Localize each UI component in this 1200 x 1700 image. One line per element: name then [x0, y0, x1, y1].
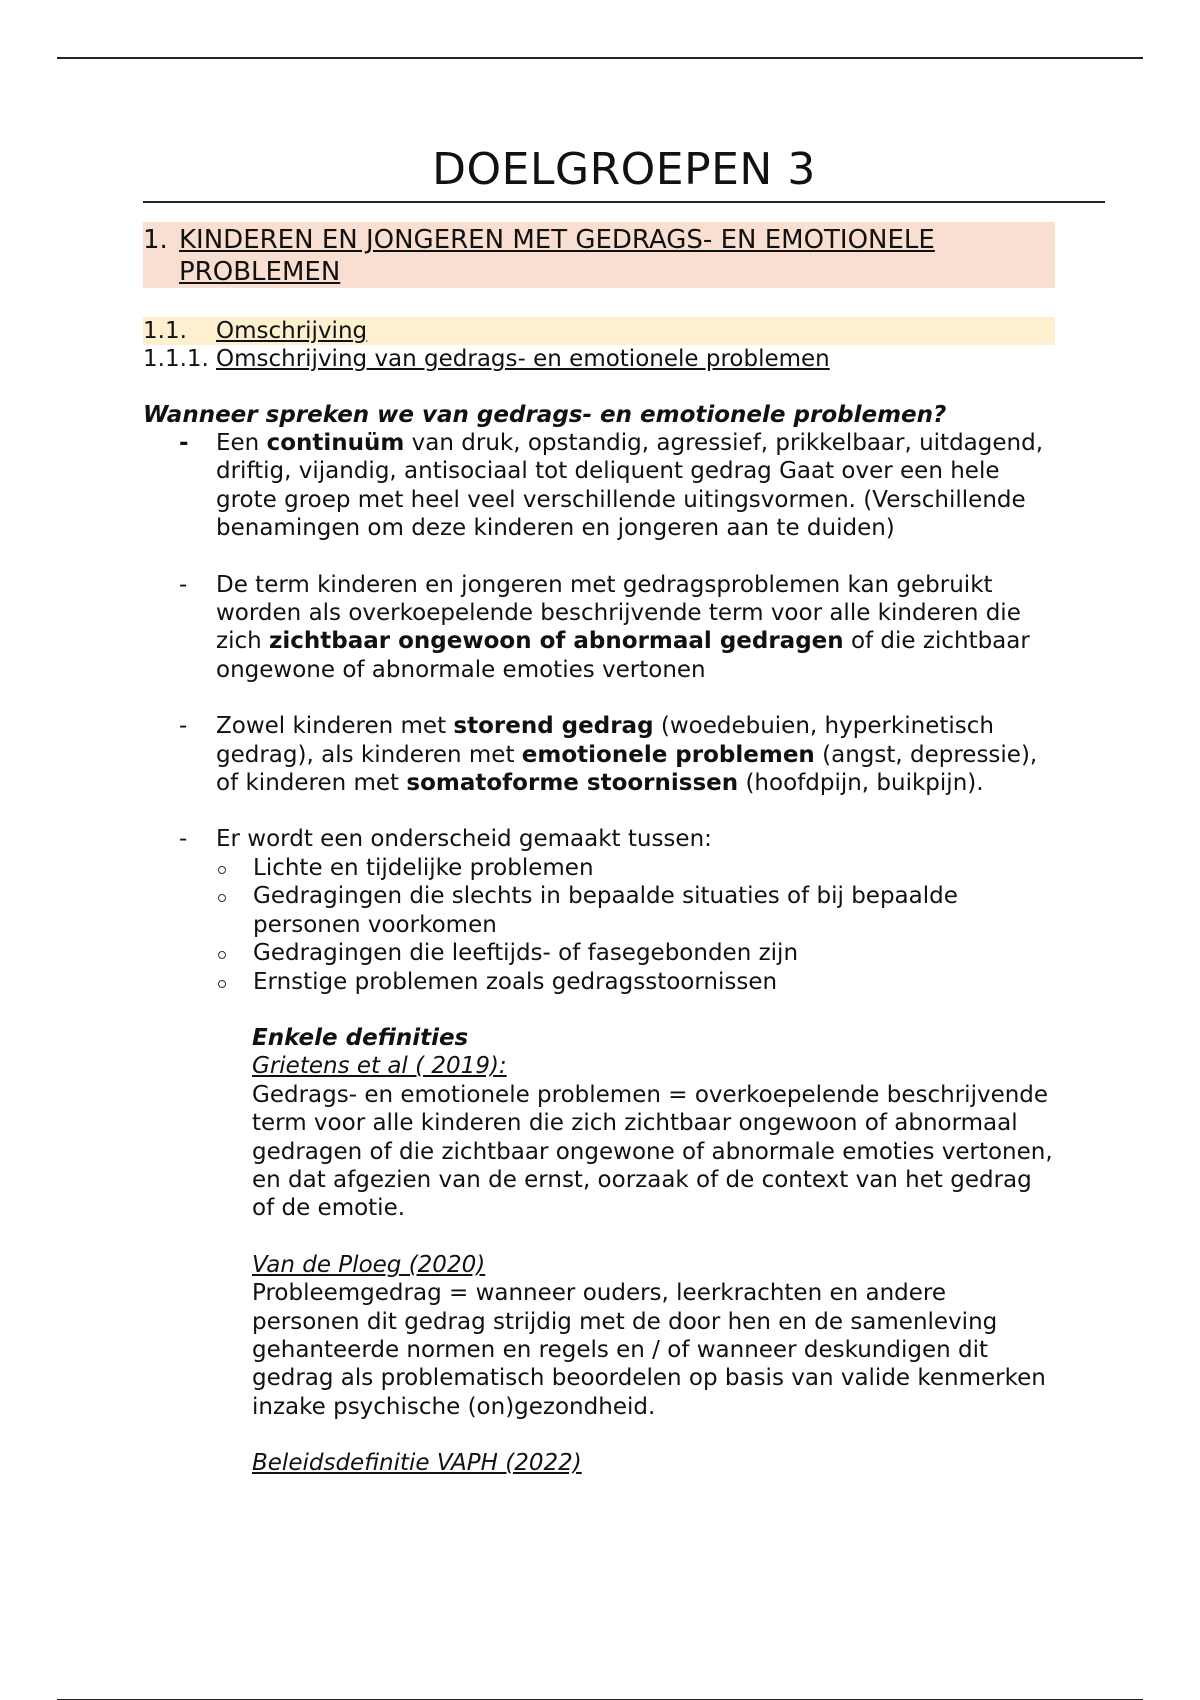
list-item-text: Ernstige problemen zoals gedragsstoornissen — [253, 968, 778, 995]
definition-source: Van de Ploeg (2020) — [252, 1251, 486, 1278]
bullet-text: (angst, depressie), of kinderen met — [216, 741, 1038, 797]
bullet-marker: - — [179, 571, 188, 598]
page-top-rule — [57, 57, 1143, 59]
bullet-text: of die zichtbaar ongewone of abnormale emoties vertonen — [216, 628, 1030, 683]
circle-bullet-icon — [218, 894, 226, 902]
bullet-text: Zowel kinderen met — [216, 713, 454, 740]
heading-1-number: 1. — [143, 225, 168, 255]
circle-bullet-icon — [218, 866, 226, 874]
bullet-types — [143, 712, 1055, 797]
bullet-text: (hoofdpijn, buikpijn). — [738, 770, 984, 797]
bullet-term — [143, 571, 1055, 685]
definitions-section — [252, 1024, 1055, 1478]
bullet-marker: - — [179, 826, 188, 853]
definitions-heading: Enkele definities — [252, 1024, 469, 1051]
list-item-text: Gedragingen die leeftijds- of fasegebonden zijn — [253, 940, 799, 967]
definition-source: Beleidsdefinitie VAPH (2022) — [252, 1450, 582, 1477]
bullet-distinction — [143, 825, 1055, 1477]
bullet-marker: - — [179, 713, 188, 740]
list-item — [216, 968, 1055, 996]
list-item — [216, 939, 1055, 967]
bullet-emphasis: zichtbaar ongewoon of abnormaal gedragen — [269, 628, 844, 655]
heading-1-text: KINDEREN EN JONGEREN MET GEDRAGS- EN EMOTIONELE PROBLEMEN — [179, 225, 935, 287]
bullet-marker: - — [179, 430, 189, 456]
heading-3-number: 1.1.1. — [143, 346, 209, 372]
bullet-text: Een — [216, 430, 267, 456]
heading-2 — [143, 317, 1055, 345]
title-rule — [143, 201, 1105, 203]
bullet-text: Er wordt een onderscheid gemaakt tussen: — [216, 826, 712, 853]
heading-1 — [143, 222, 1055, 288]
bullet-emphasis: emotionele problemen — [521, 741, 815, 768]
paragraph-gap — [252, 1223, 1055, 1251]
definition-source: Grietens et al ( 2019): — [252, 1053, 507, 1080]
bullet-emphasis: somatoforme stoornissen — [406, 770, 739, 797]
distinction-list — [216, 854, 1055, 996]
list-item-text: Lichte en tijdelijke problemen — [253, 854, 594, 881]
bullet-emphasis: continuüm — [266, 430, 405, 456]
bullet-text: van druk, opstandig, agressief, prikkelbaar, uitdagend, driftig, vijandig, antisociaal tot deliquent gedrag Gaat over een hele grote groep met heel veel verschillende uitingsvormen. (Verschillende benamingen om deze kinderen en jongeren aan te duiden) — [216, 430, 1044, 542]
list-item — [216, 882, 1055, 939]
list-item-text: Gedragingen die slechts in bepaalde situaties of bij bepaalde personen voorkomen — [253, 883, 958, 938]
bullet-emphasis: storend gedrag — [453, 713, 654, 740]
document-title: DOELGROEPEN 3 — [432, 144, 816, 195]
list-item — [216, 854, 1055, 882]
heading-3-text: Omschrijving van gedrags- en emotionele problemen — [216, 346, 830, 372]
question-heading: Wanneer spreken we van gedrags- en emotionele problemen? — [143, 402, 947, 428]
circle-bullet-icon — [218, 951, 226, 959]
circle-bullet-icon — [218, 980, 226, 988]
definition-text: Probleemgedrag = wanneer ouders, leerkrachten en andere personen dit gedrag strijdig met de door hen en de samenleving gehanteerde normen en regels en / of wanneer deskundigen dit gedrag als problematisch beoordelen op basis van valide kenmerken inzake psychische (on)gezondheid. — [252, 1280, 1046, 1420]
bullet-list — [143, 429, 1055, 1478]
definition-text: Gedrags- en emotionele problemen = overkoepelende beschrijvende term voor alle kinderen die zich zichtbaar ongewoon of abnormaal gedragen of die zichtbaar ongewone of abnormale emoties vertonen, en dat afgezien van de ernst, oorzaak of de context van het gedrag of de emotie. — [252, 1081, 1053, 1222]
heading-2-number: 1.1. — [143, 318, 187, 344]
bullet-text: (woedebuien, hyperkinetisch gedrag), als kinderen met — [216, 713, 994, 768]
heading-2-text: Omschrijving — [216, 318, 368, 344]
bullet-continuum — [143, 429, 1055, 543]
bullet-text: De term kinderen en jongeren met gedragsproblemen kan gebruikt worden als overkoepelende beschrijvende term voor alle kinderen die zich — [216, 571, 1021, 655]
paragraph-gap — [252, 1421, 1055, 1449]
